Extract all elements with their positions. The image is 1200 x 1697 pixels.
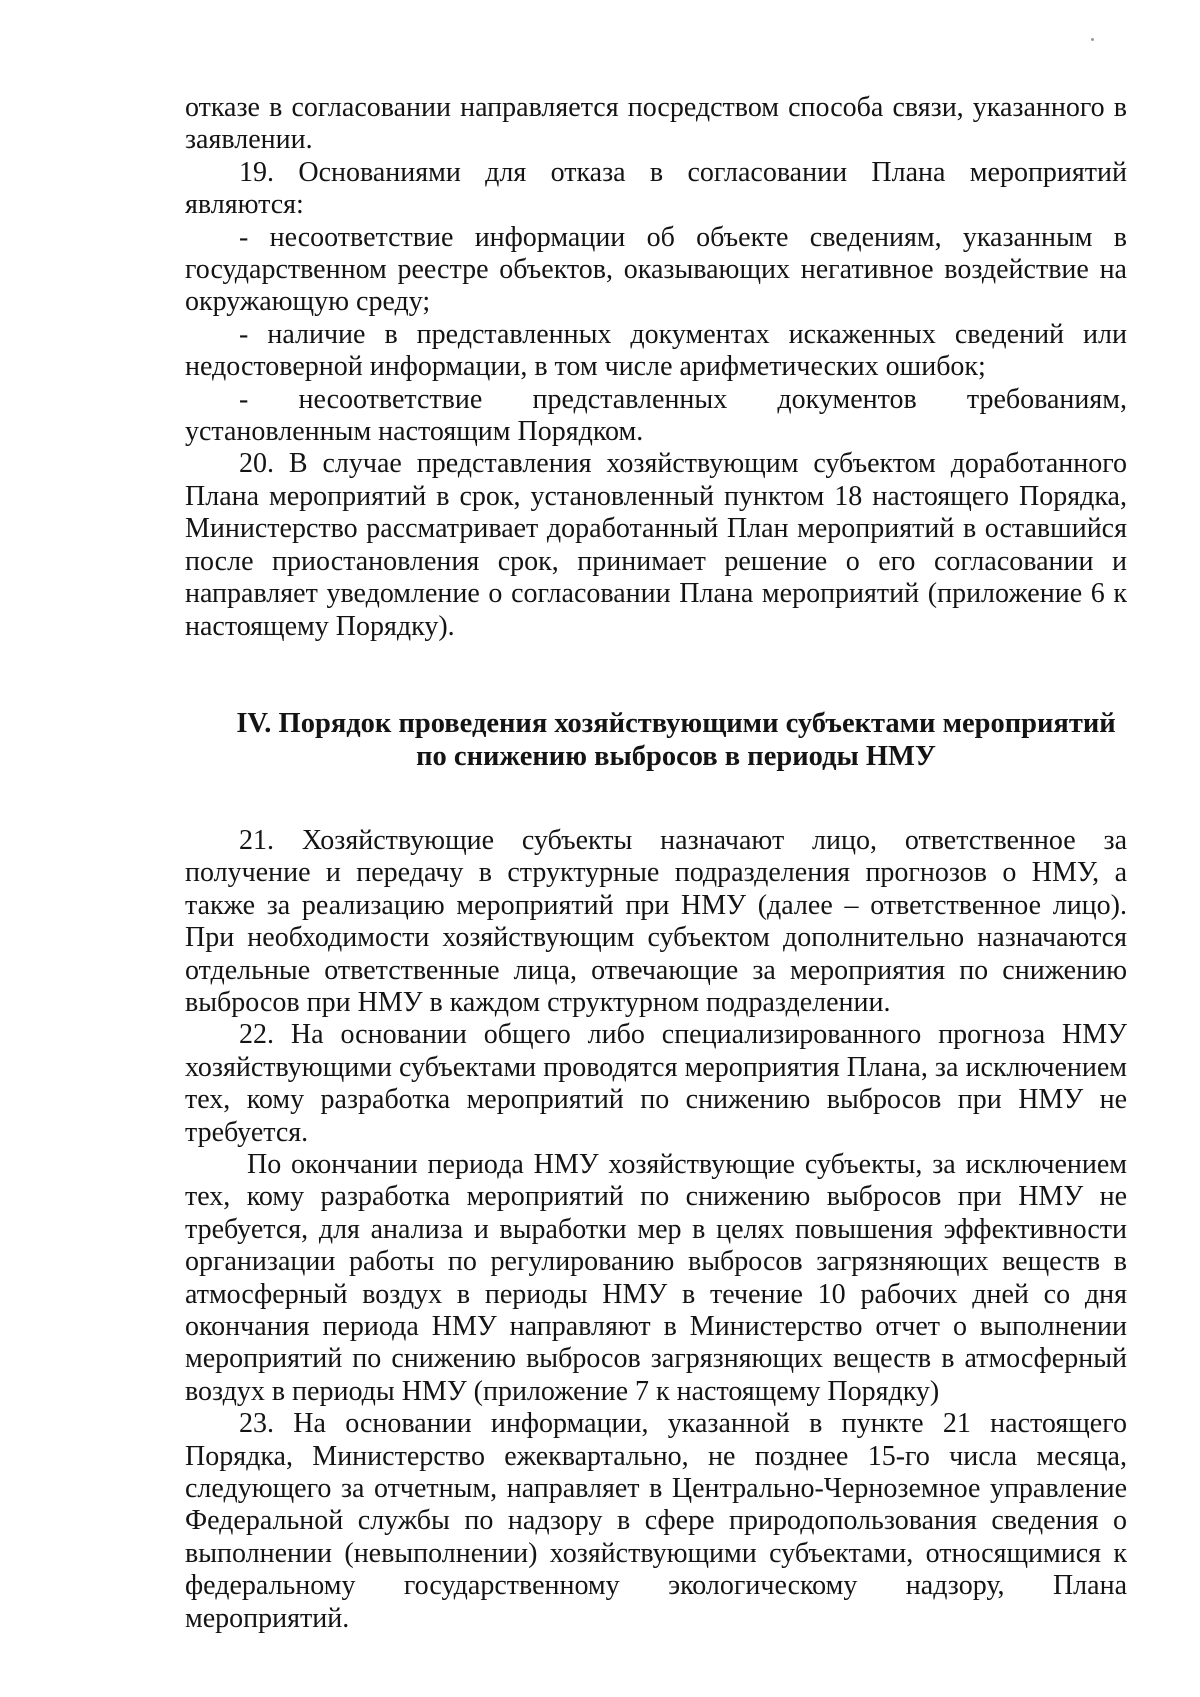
paragraph-19-item-c: - несоответствие представленных документов требованиям, установленным настоящим Порядком. <box>185 383 1127 448</box>
paragraph-23: 23. На основании информации, указанной в пункте 21 настоящего Порядка, Министерство ежеквартально, не позднее 15-го числа месяца, следующего за отчетным, направляет в Центрально-Черноземное управление Федеральной службы по надзору в сфере природопользования сведения о выполнении (невыполнении) хозяйствующими субъектами, относящимися к федеральному государственному экологическому надзору, Плана мероприятий. <box>185 1408 1127 1634</box>
section-heading <box>185 707 1127 773</box>
paragraph-22-continuation: По окончании периода НМУ хозяйствующие субъекты, за исключением тех, кому разработка мероприятий по снижению выбросов при НМУ не требуется, для анализа и выработки мер в целях повышения эффективности организации работы по регулированию выбросов загрязняющих веществ в атмосферный воздух в периоды НМУ в течение 10 рабочих дней со дня окончания периода НМУ направляют в Министерство отчет о выполнении мероприятий по снижению выбросов загрязняющих веществ в атмосферный воздух в периоды НМУ (приложение 7 к настоящему Порядку) <box>185 1148 1127 1407</box>
scan-speck <box>1091 38 1094 41</box>
paragraph-19-item-b: - наличие в представленных документах искаженных сведений или недостоверной информации, в том числе арифметических ошибок; <box>185 318 1127 383</box>
paragraph-22: 22. На основании общего либо специализированного прогноза НМУ хозяйствующими субъектами проводятся мероприятия Плана, за исключением тех, кому разработка мероприятий по снижению выбросов при НМУ не требуется. <box>185 1019 1127 1148</box>
document-body <box>185 92 1127 1635</box>
paragraph-21: 21. Хозяйствующие субъекты назначают лицо, ответственное за получение и передачу в структурные подразделения прогнозов о НМУ, а также за реализацию мероприятий при НМУ (далее – ответственное лицо). При необходимости хозяйствующим субъектом дополнительно назначаются отдельные ответственные лица, отвечающие за мероприятия по снижению выбросов при НМУ в каждом структурном подразделении. <box>185 824 1127 1018</box>
paragraph-19: 19. Основаниями для отказа в согласовании Плана мероприятий являются: <box>185 156 1127 221</box>
paragraph-20: 20. В случае представления хозяйствующим субъектом доработанного Плана мероприятий в срок, установленный пунктом 18 настоящего Порядка, Министерство рассматривает доработанный План мероприятий в оставшийся после приостановления срок, принимает решение о его согласовании и направляет уведомление о согласовании Плана мероприятий (приложение 6 к настоящему Порядку). <box>185 448 1127 642</box>
section-heading-line-2: по снижению выбросов в периоды НМУ <box>416 740 936 772</box>
paragraph-19-item-a: - несоответствие информации об объекте сведениям, указанным в государственном реестре объектов, оказывающих негативное воздействие на окружающую среду; <box>185 221 1127 318</box>
paragraph-continuation: отказе в согласовании направляется посредством способа связи, указанного в заявлении. <box>185 92 1127 156</box>
section-heading-line-1: IV. Порядок проведения хозяйствующими субъектами мероприятий <box>236 707 1116 739</box>
